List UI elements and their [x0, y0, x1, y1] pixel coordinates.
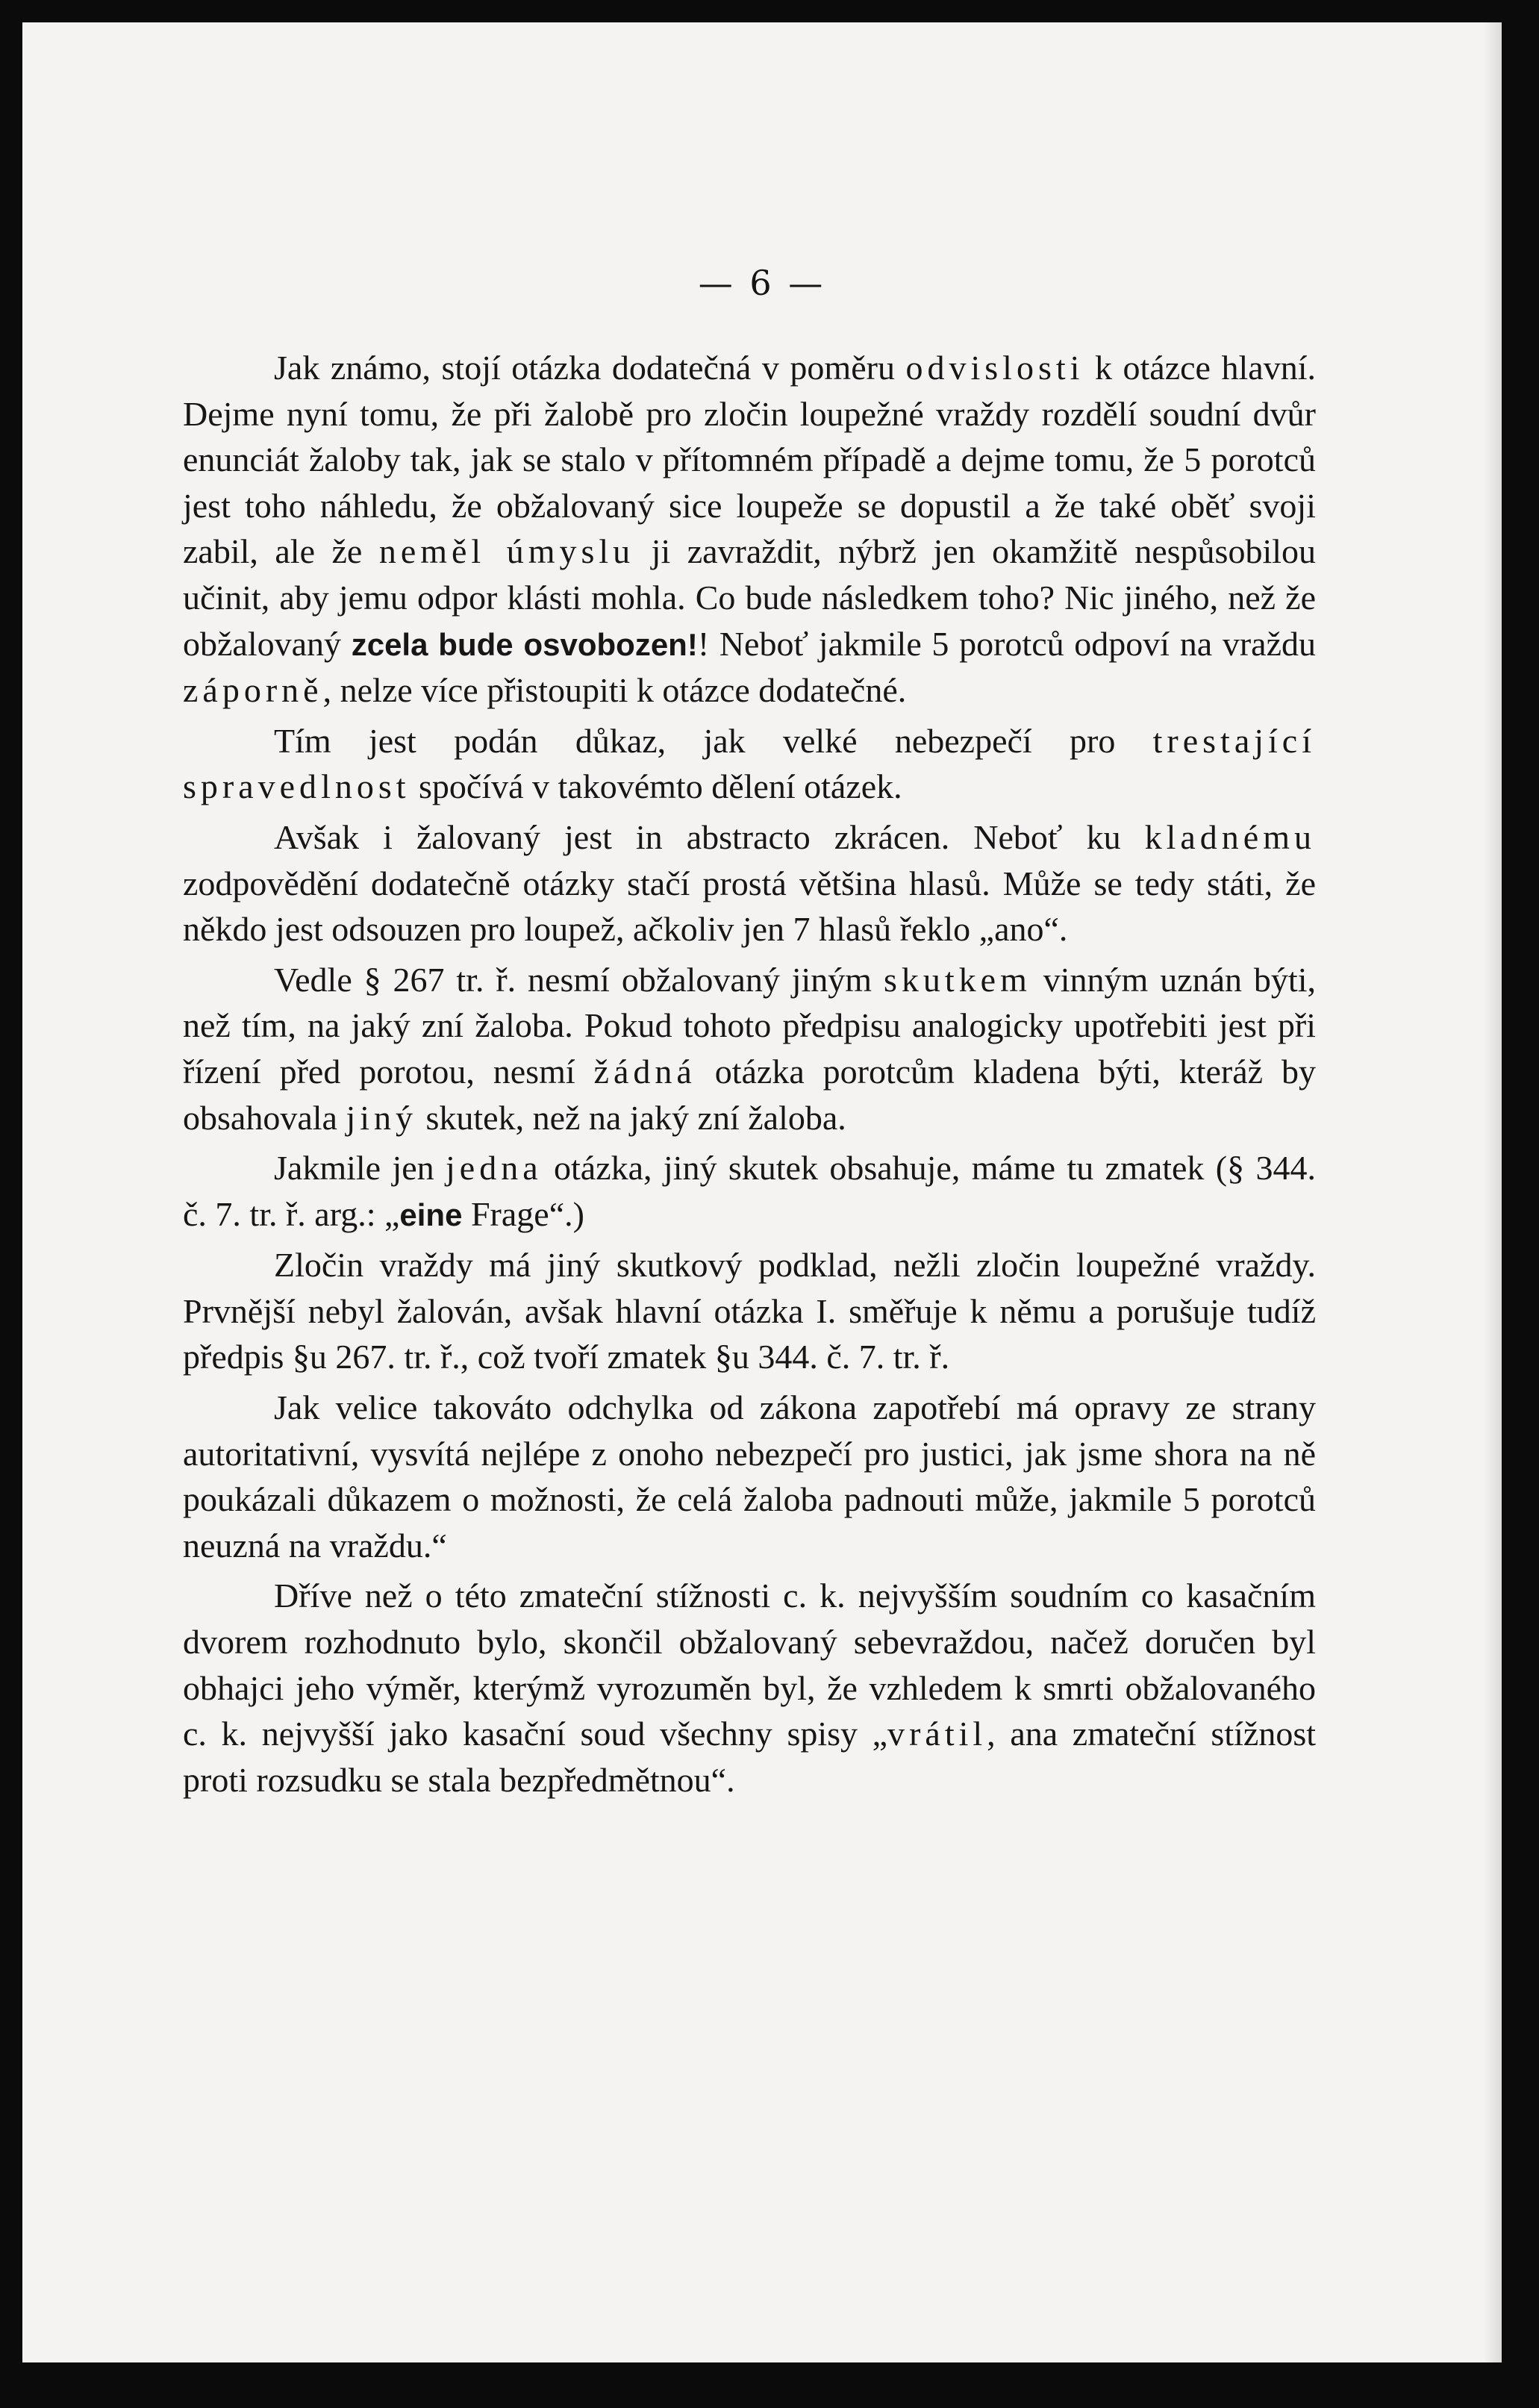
- bold-emphasis: zcela bude osvobozen!: [351, 626, 698, 662]
- text-run: ji zavraždit, nýbrž jen okamžitě nespůsobilou učinit, aby jemu odpor klásti mohla. Co bude následkem toho? Nic jiného, než že obžalovaný: [183, 532, 1317, 663]
- text-run: zodpovědění dodatečně otázky stačí prostá většina hlasů. Může se tedy státi, že někdo jest odsouzen pro loupež, ačkoliv jen 7 hlasů řeklo „ano“.: [183, 864, 1316, 949]
- text-run: k otázce hlavní. Dejme nyní tomu, že při žalobě pro zločin loupežné vraždy rozdělí soudní dvůr enunciát žaloby tak, jak se stalo v přítomném případě a dejme tomu, že 5 porotců jest toho náhledu, že obžalovaný sice loupeže se dopustil a že také oběť svoji zabil, ale že: [183, 349, 1316, 571]
- text-run: otázka porotcům kladena býti, kteráž by obsahovala: [183, 1052, 1316, 1137]
- book-page: [22, 22, 1502, 2362]
- paragraph: [183, 1242, 1316, 1380]
- text-run: Jakmile jen: [274, 1149, 446, 1188]
- spaced-emphasis: trestající spravedlnost: [183, 721, 1316, 806]
- text-run: Tím jest podán důkaz, jak velké nebezpečí pro: [274, 721, 1153, 760]
- spaced-emphasis: neměl úmyslu: [378, 532, 635, 571]
- text-run: Frage“.): [462, 1194, 584, 1233]
- paragraph: [183, 718, 1316, 810]
- spaced-emphasis: záporně: [183, 671, 323, 710]
- paragraph: [183, 1573, 1316, 1803]
- paragraph: [183, 1145, 1316, 1238]
- text-run: vinným uznán býti, než tím, na jaký zní žaloba. Pokud tohoto předpisu analogicky upotřebiti jest při řízení před porotou, nesmí: [183, 960, 1316, 1091]
- text-run: Dříve než o této zmateční stížnosti c. k. nejvyšším soudním co kasačním dvorem rozhodnuto bylo, skončil obžalovaný sebevraždou, načež doručen byl obhajci jeho výměr, kterýmž vyrozuměn byl, že vzhledem k smrti obžalovaného c. k. nejvyšší jako kasační soud všechny spisy „: [183, 1576, 1316, 1753]
- page-number: — 6 —: [698, 263, 826, 303]
- text-run: otázka, jiný skutek obsahuje, máme tu zmatek (§ 344. č. 7. tr. ř. arg.: „: [183, 1149, 1316, 1233]
- text-run: Jak známo, stojí otázka dodatečná v poměru: [274, 349, 906, 387]
- page-edge-shadow: [1484, 22, 1502, 2362]
- text-run: Avšak i žalovaný jest in abstracto zkrácen. Neboť ku: [274, 817, 1145, 856]
- paragraph: [183, 957, 1316, 1141]
- paragraph: [183, 1385, 1316, 1568]
- text-run: spočívá v takovémto dělení otázek.: [410, 767, 902, 806]
- spaced-emphasis: žádná: [593, 1052, 696, 1091]
- text-run: Jak velice takováto odchylka od zákona zapotřebí má opravy ze strany autoritativní, vysvítá nejlépe z onoho nebezpečí pro justici, jak jsme shora na ně poukázali důkazem o možnosti, že celá žaloba padnouti může, jakmile 5 porotců neuzná na vraždu.“: [183, 1388, 1316, 1565]
- spaced-emphasis: skutkem: [883, 960, 1031, 999]
- text-body: [183, 345, 1316, 1807]
- paragraph: [183, 814, 1316, 952]
- spaced-emphasis: kladnému: [1144, 817, 1316, 856]
- spaced-emphasis: vrátil: [887, 1715, 987, 1753]
- text-run: ! Neboť jakmile 5 porotců odpoví na vraždu: [697, 624, 1317, 663]
- spaced-emphasis: jedna: [446, 1149, 543, 1188]
- text-run: , ana zmateční stížnost proti rozsudku se stala bezpředmětnou“.: [183, 1715, 1316, 1799]
- text-run: skutek, než na jaký zní žaloba.: [417, 1098, 846, 1137]
- text-run: Vedle § 267 tr. ř. nesmí obžalovaný jiným: [274, 960, 884, 999]
- text-run: , nelze více přistoupiti k otázce dodatečné.: [322, 671, 907, 710]
- text-run: Zločin vraždy má jiný skutkový podklad, nežli zločin loupežné vraždy. Prvnější nebyl žalován, avšak hlavní otázka I. směřuje k němu a porušuje tudíž předpis §u 267. tr. ř., což tvoří zmatek §u 344. č. 7. tr. ř.: [183, 1246, 1316, 1376]
- bold-emphasis: eine: [399, 1197, 463, 1232]
- spaced-emphasis: odvislosti: [905, 349, 1084, 387]
- spaced-emphasis: jiný: [346, 1098, 417, 1137]
- paragraph: [183, 345, 1316, 714]
